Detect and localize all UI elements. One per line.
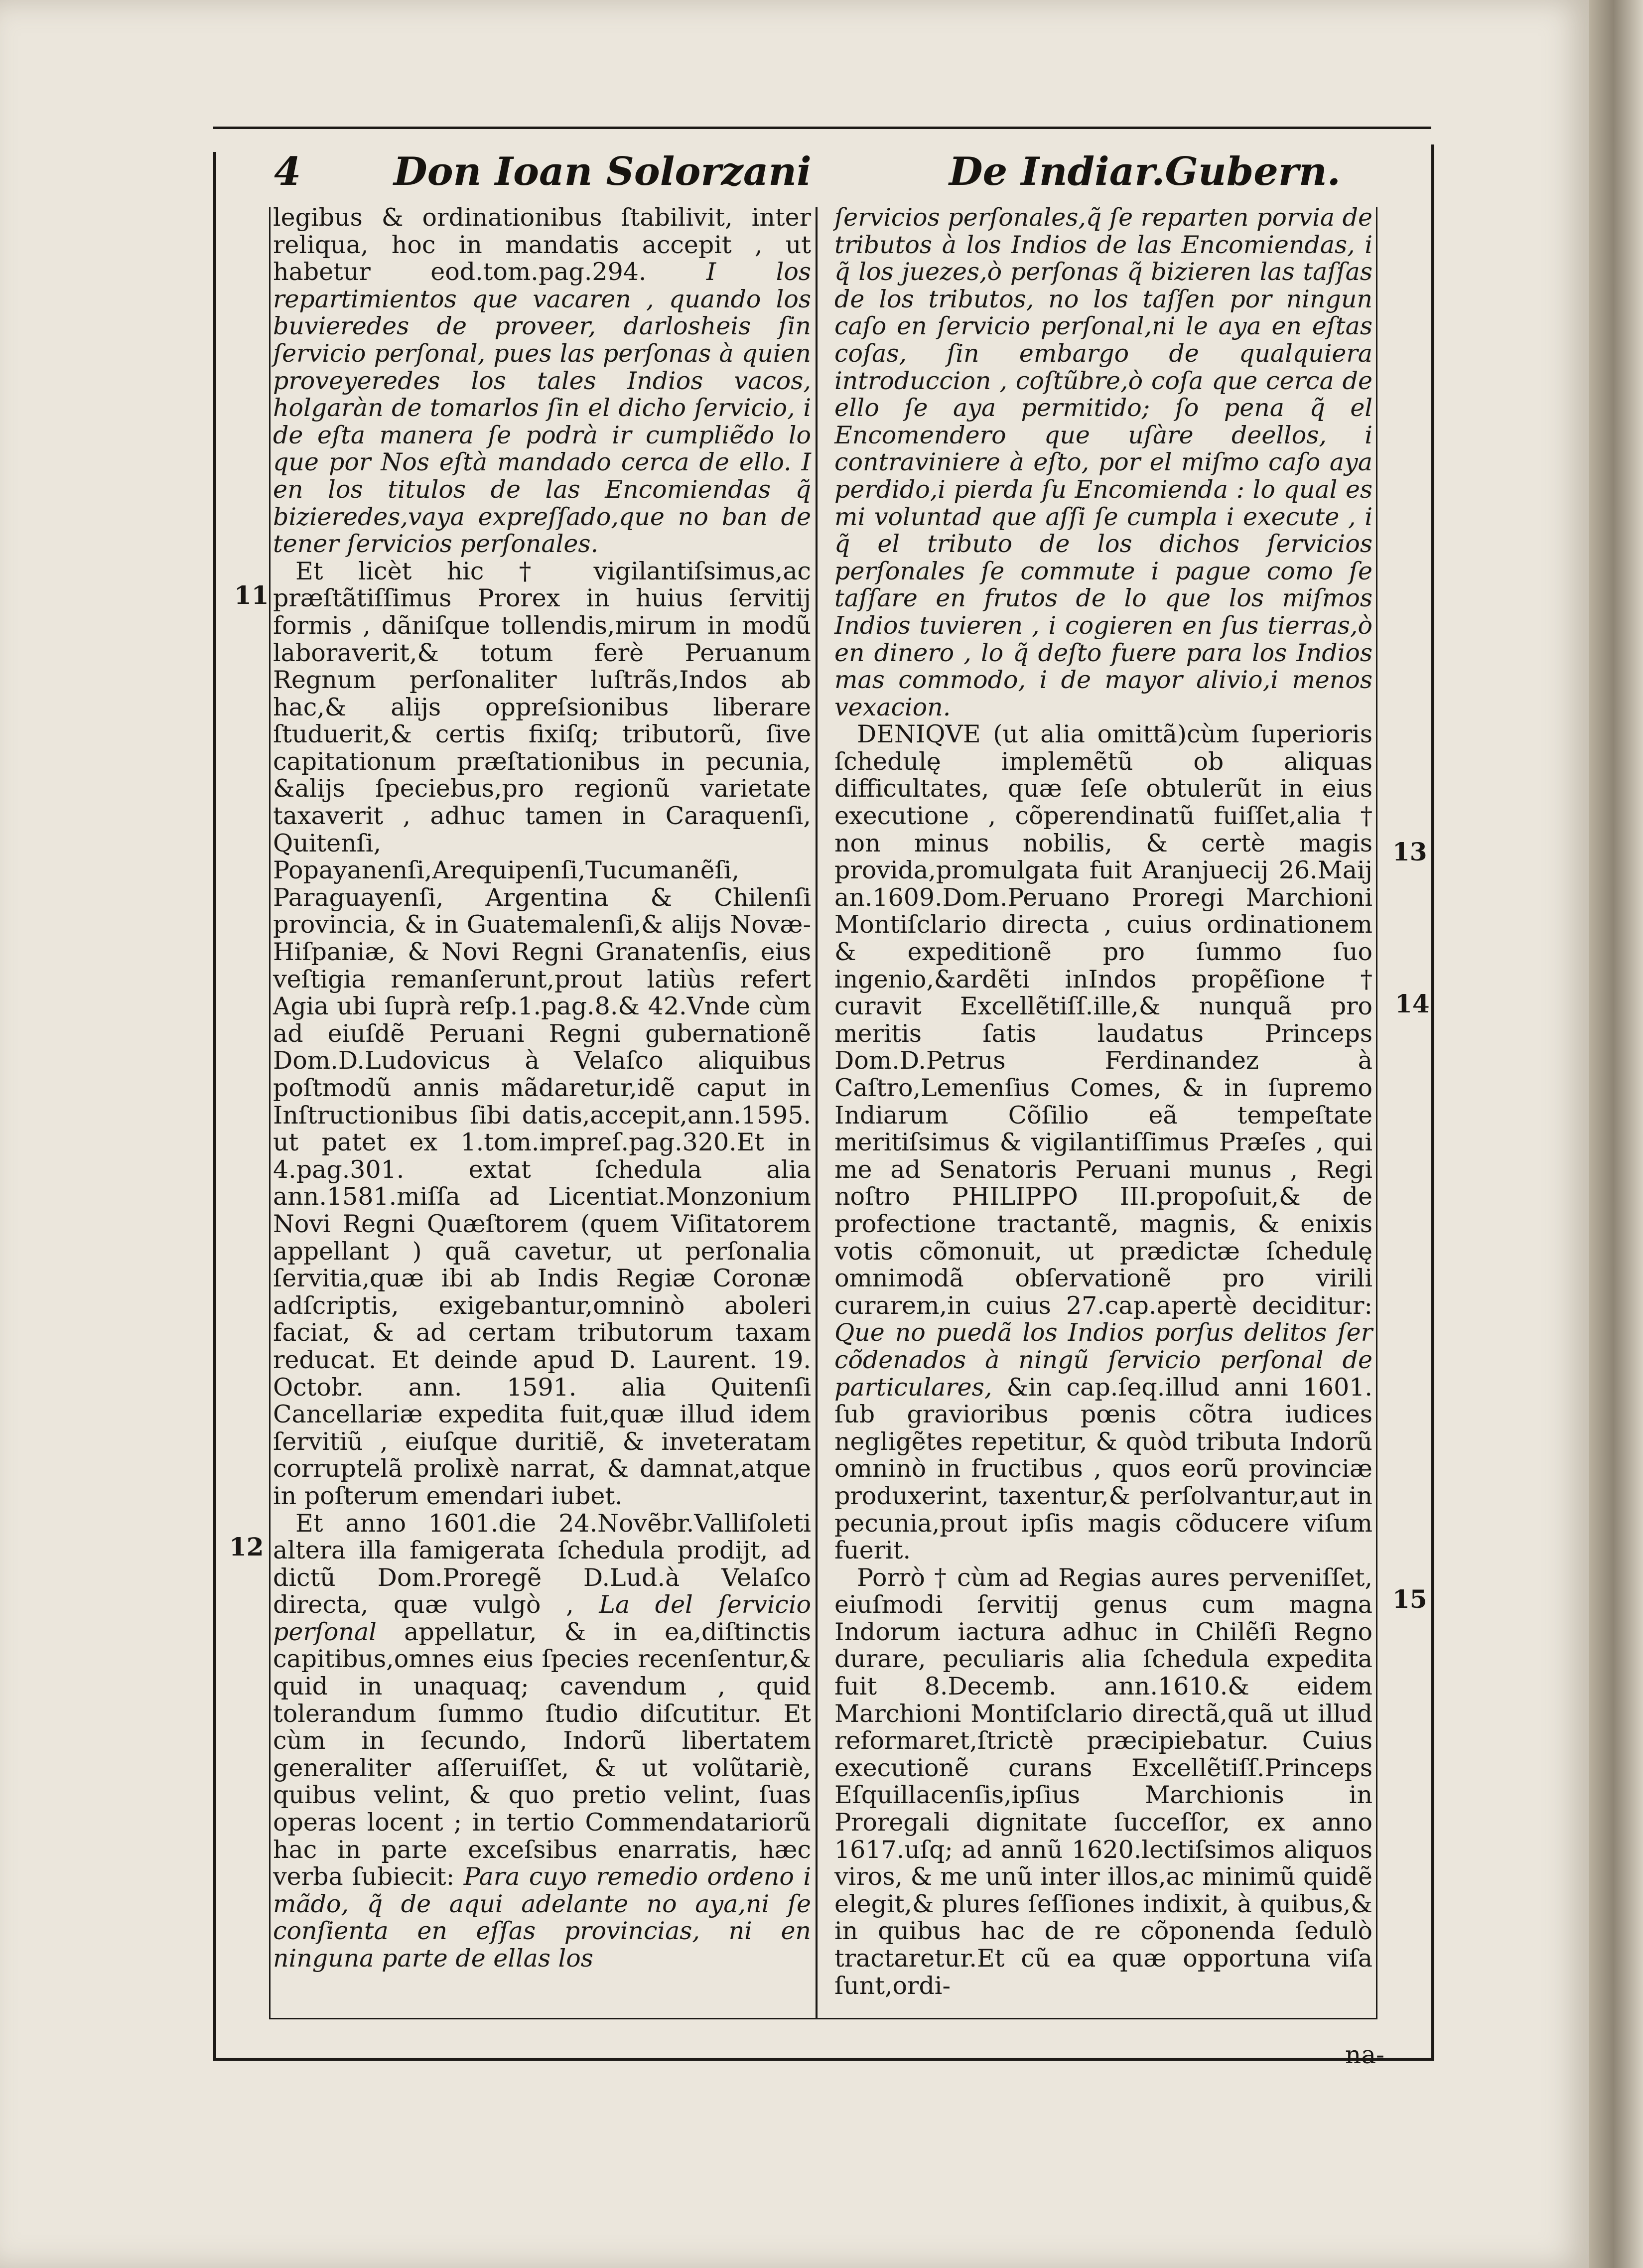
left-quote-1: I los repartimientos que vacaren , quando los buvieredes de proveer, darlosheis ſin ſervicio perſonal, pues las perſonas à quien proveyeredes los tales Indios vacos, holgaràn de tomarlos ſin el dicho ſervicio, i de eſta manera ſe podrà ir cumpliẽdo lo que por Nos eſtà mandado cerca de ello. I en los titulos de las Encomiendas q̃ bizieredes,vaya expreſſado,que no ban de tener ſervicios perſonales.: [273, 258, 811, 559]
left-paragraph-3b: appellatur, & in ea,diſtinctis capitibus,omnes eius ſpecies recenſentur,& quid in unaquaq; cavendum , quid tolerandum ſummo ſtudio diſcutitur. Et cùm in ſecundo, Indorũ libertatem generaliter aſſeruiſſet, & ut volũtariè, quibus velint, & quo pretio velint, ſuas operas locent ; in tertio Commendatariorũ hac in parte exceſsibus enarratis, hæc verba ſubiecit:: [273, 1617, 812, 1891]
right-paragraph-1: DENIQVE (ut alia omittã)cùm ſuperioris ſchedulę implemẽtũ ob aliquas difficultates, quæ ſeſe obtulerũt in eius executione , cõperendinatũ fuiſſet,alia † non minus nobilis, & certè magis provida,promulgata fuit Aranjuecij 26.Maij an.1609.Dom.Peruano Proregi Marchioni Montiſclario directa , cuius ordinationem & expeditionẽ pro ſummo ſuo ingenio,&ardẽti inIndos propẽſione † curavit Excellẽtiſſ.ille,& nunquã pro meritis ſatis laudatus Princeps Dom.D.Petrus Ferdinandez à Caſtro,Lemenſius Comes, & in ſupremo Indiarum Cõſilio eã tempeſtate meritiſsimus & vigilantiſſimus Præſes , qui me ad Senatoris Peruani munus , Regi noſtro PHILIPPO III.propoſuit,& de profectione tractantẽ, magnis, & enixis votis cõmonuit, ut prædictæ ſchedulę omnimodã obſervationẽ pro virili curarem,in cuius 27.cap.apertè deciditur:: [834, 720, 1372, 1320]
book-spine: [1589, 0, 1643, 2268]
margin-number-13: 13: [1392, 837, 1427, 866]
right-paragraph-2: Porrò † cùm ad Regias aures perveniſſet, eiuſmodi ſervitij genus cum magna Indorum iactura adhuc in Chilẽſi Regno durare, peculiaris alia ſchedula expedita fuit 8.Decemb. ann.1610.& eidem Marchioni Montiſclario directã,quã ut illud reformaret,ſtrictè præcipiebatur. Cuius executionẽ curans Excellẽtiſſ.Princeps Eſquillacenſis,ipſius Marchionis in Proregali dignitate ſucceſſor, ex anno 1617.uſq; ad annũ 1620.lectiſsimos aliquos viros, & me unũ inter illos,ac minimũ quidẽ elegit,& plures ſeſſiones indixit, à quibus,& in quibus hac de re cõponenda ſedulò tractaretur.Et cũ ea quæ opportuna viſa ſunt,ordi-: [834, 1563, 1372, 2000]
right-quote-2: Que no puedã los Indios porſus delitos ſer cõdenados à ningũ ſervicio perſonal de particulares,: [834, 1318, 1372, 1402]
frame-bottom-rule: [213, 2058, 1434, 2061]
left-quote-3: Para cuyo remedio ordeno i mãdo, q̃ de aqui adelante no aya,ni ſe conſienta en eſſas provincias, ni en ninguna parte de ellas los: [273, 1862, 812, 1973]
right-text-column: [834, 204, 1372, 1999]
margin-number-11: 11: [234, 580, 269, 610]
inner-bottom-rule: [269, 2018, 1377, 2019]
inner-left-rule: [269, 207, 271, 2018]
frame-left-rule: [213, 152, 216, 2058]
inner-right-rule: [1376, 207, 1377, 2018]
page-number: 4: [274, 149, 301, 194]
right-quote-1: ſervicios perſonales,q̃ ſe reparten porvia de tributos à los Indios de las Encomiendas, i q̃ los juezes,ò perſonas q̃ bizieren las taſſas de los tributos, no los taſſen por ningun caſo en ſervicio perſonal,ni le aya en eſtas coſas, ſin embargo de qualquiera introduccion , coſtũbre,ò coſa que cerca de ello ſe aya permitido; ſo pena q̃ el Encomendero que uſàre deellos, i contraviniere à eſto, por el miſmo caſo aya perdido,i pierda ſu Encomienda : lo qual es mi voluntad que aſſi ſe cumpla i execute , i q̃ el tributo de los dichos ſervicios perſonales ſe commute i pague como ſe taſſare en frutos de lo que los miſmos Indios tuvieren , i cogieren en ſus tierras,ò en dinero , lo q̃ deſto fuere para los Indios mas commodo, i de mayor alivio,i menos vexacion.: [834, 203, 1372, 721]
header-rule: [213, 127, 1431, 129]
frame-right-rule: [1431, 144, 1434, 2058]
left-paragraph-1: legibus & ordinationibus ſtabilivit, inter reliqua, hoc in mandatis accepit , ut habetur eod.tom.pag.294.: [273, 203, 811, 286]
left-paragraph-3: Et anno 1601.die 24.Novẽbr.Valliſoleti altera illa famigerata ſchedula prodijt, ad dictũ Dom.Proregẽ D.Lud.à Velaſco directa, quæ vulgò ,: [273, 1509, 811, 1619]
column-divider: [816, 207, 818, 2018]
margin-number-15: 15: [1392, 1584, 1427, 1614]
left-paragraph-2: Et licèt hic † vigilantiſsimus,ac præſtãtiſſimus Prorex in huius ſervitij formis , dãniſque tollendis,mirum in modũ laboraverit,& totum ferè Peruanum Regnum perſonaliter luſtrãs,Indos ab hac,& alijs oppreſsionibus liberare ſtuduerit,& certis fixiſq; tributorũ, ſive capitationum præſtationibus in pecunia, &alijs ſpeciebus,pro regionũ varietate taxaverit , adhuc tamen in Caraquenſi, Quitenſi, Popayanenſi,Arequipenſi,Tucumanẽſi, Paraguayenſi, Argentina & Chilenſi provincia, & in Guatemalenſi,& alijs Novæ-Hiſpaniæ, & Novi Regni Granatenſis, eius veſtigia remanſerunt,prout latiùs refert Agia ubi ſuprà reſp.1.pag.8.& 42.Vnde cùm ad eiuſdẽ Peruani Regni gubernationẽ Dom.D.Ludovicus à Velaſco aliquibus poſtmodũ annis mãdaretur,idẽ caput in Inſtructionibus ſibi datis,accepit,ann.1595. ut patet ex 1.tom.impreſ.pag.320.Et in 4.pag.301. extat ſchedula alia ann.1581.miſſa ad Licentiat.Monzonium Novi Regni Quæſtorem (quem Viſitatorem appellant ) quã cavetur, ut perſonalia ſervitia,quæ ibi ab Indis Regiæ Coronæ adſcriptis, exigebantur,omninò aboleri faciat, & ad certam tributorum taxam reducat. Et deinde apud D. Laurent. 19. Octobr. ann. 1591. alia Quitenſi Cancellariæ expedita fuit,quæ illud idem ſervitiũ , eiuſque duritiẽ, & inveteratam corruptelã prolixè narrat, & damnat,atque in poſterum emendari iubet.: [273, 557, 811, 1510]
running-head-author: Don Ioan Solorzani: [394, 149, 812, 194]
left-text-column: [273, 204, 811, 1973]
margin-number-14: 14: [1395, 989, 1430, 1018]
catchword: na-: [1345, 2040, 1384, 2069]
right-paragraph-1b: &in cap.ſeq.illud anni 1601. ſub gravioribus pœnis cõtra iudices negligẽtes repetitur, & quòd tributa Indorũ omninò in fructibus , quos eorũ provinciæ produxerint, taxentur,& perſolvantur,aut in pecunia,prout ipſis magis cõducere viſum fuerit.: [834, 1373, 1372, 1565]
left-quote-2: La del ſervicio perſonal: [273, 1590, 812, 1646]
running-head-title: De Indiar.Gubern.: [949, 149, 1341, 194]
margin-number-12: 12: [229, 1532, 264, 1561]
